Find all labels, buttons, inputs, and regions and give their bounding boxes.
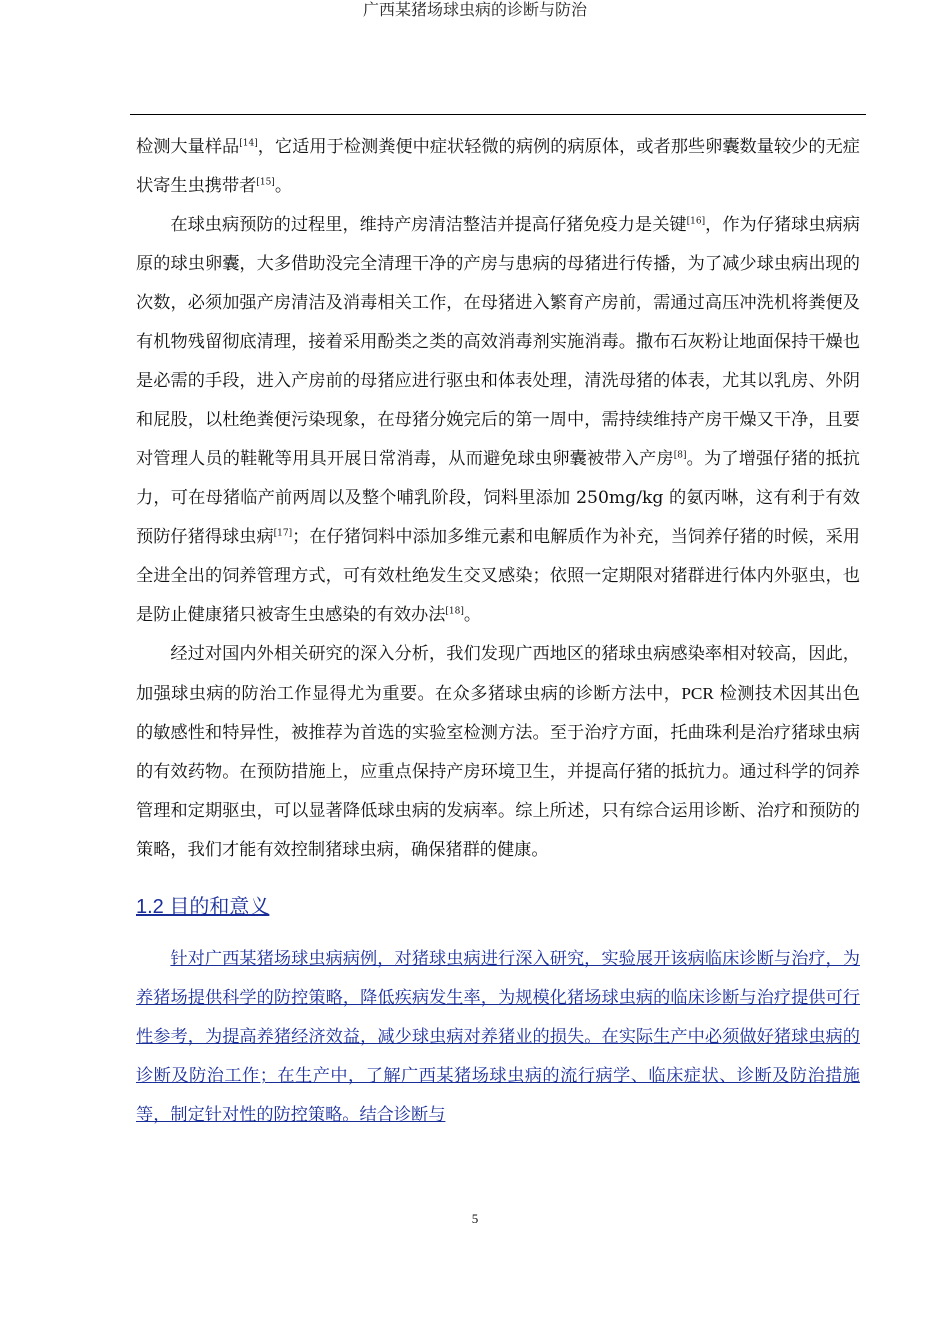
citation-16: [16] xyxy=(686,216,706,227)
citation-15: [15] xyxy=(256,177,275,188)
para3-pcr: PCR xyxy=(681,684,714,703)
paragraph-prevention xyxy=(136,206,860,635)
citation-14: [14] xyxy=(239,138,258,149)
section-link-text[interactable]: 针对广西某猪场球虫病病例，对猪球虫病进行深入研究，实验展开该病临床诊断与治疗，为养猪场提供科学的防控策略，降低疾病发生率，为规模化猪场球虫病的临床诊断与治疗提供可行性参考，为提高养猪经济效益，减少球虫病对养猪业的损失。在实际生产中必须做好猪球虫病的诊断及防治工作；在生产中，了解广西某猪场球虫病的流行病学、临床症状、诊断及防治措施等，制定针对性的防控策略。结合诊断与 xyxy=(136,949,860,1125)
para1-text-2: ，它适用于检测粪便中症状轻微的病例的病原体，或者那些卵囊数量较少的无症状寄生虫携带者 xyxy=(136,137,860,196)
page-header xyxy=(0,0,950,20)
para1-text-1: 检测大量样品 xyxy=(136,137,240,157)
para3-text-2: 检测技术因其出色的敏感性和特异性，被推荐为首选的实验室检测方法。至于治疗方面，托曲珠利是治疗猪球虫病的有效药物。在预防措施上，应重点保持产房环境卫生，并提高仔猪的抵抗力。通过科学的饲养管理和定期驱虫，可以显著降低球虫病的发病率。综上所述，只有综合运用诊断、治疗和预防的策略，我们才能有效控制猪球虫病，确保猪群的健康。 xyxy=(136,684,860,860)
citation-8: [8] xyxy=(673,450,687,461)
para3-text-1: 经过对国内外相关研究的深入分析，我们发现广西地区的猪球虫病感染率相对较高，因此，加强球虫病的防治工作显得尤为重要。在众多猪球虫病的诊断方法中， xyxy=(136,644,860,704)
paragraph-detection-samples xyxy=(136,128,860,206)
para2-text-2: ，作为仔猪球虫病病原的球虫卵囊，大多借助没完全清理干净的产房与患病的母猪进行传播，为了减少球虫病出现的次数，必须加强产房清洁及消毒相关工作，在母猪进入繁育产房前，需通过高压冲洗机将粪便及有机物残留彻底清理，接着采用酚类之类的高效消毒剂实施消毒。撒布石灰粉让地面保持干燥也是必需的手段，进入产房前的母猪应进行驱虫和体表处理，清洗母猪的体表，尤其以乳房、外阴和屁股，以杜绝粪便污染现象，在母猪分娩完后的第一周中，需持续维持产房干燥又干净，且要对管理人员的鞋靴等用具开展日常消毒，从而避免球虫卵囊被带入产房 xyxy=(136,215,860,469)
citation-17: [17] xyxy=(273,528,293,539)
para2-text-1: 在球虫病预防的过程里，维持产房清洁整洁并提高仔猪免疫力是关键 xyxy=(170,215,687,235)
para2-text-4: ；在仔猪饲料中添加多维元素和电解质作为补充，当饲养仔猪的时候，采用全进全出的饲养管理方式，可有效杜绝发生交叉感染；依照一定期限对猪群进行体内外驱虫，也是防止健康猪只被寄生虫感染的有效办法 xyxy=(136,527,860,625)
para2-text-3: 。为了增强仔猪的抵抗力，可在母猪临产前两周以及整个哺乳阶段，饲料里添加 250mg/kg 的氨丙啉，这有利于有效预防仔猪得球虫病 xyxy=(136,449,860,547)
section-heading[interactable]: 1.2 目的和意义 xyxy=(136,896,270,918)
document-body xyxy=(136,128,860,1135)
citation-18: [18] xyxy=(445,606,464,617)
header-title: 广西某猪场球虫病的诊断与防治 xyxy=(362,0,587,19)
paragraph-summary xyxy=(136,635,860,870)
para1-text-3: 。 xyxy=(274,176,293,196)
section-link-paragraph[interactable] xyxy=(136,940,860,1135)
para2-text-5: 。 xyxy=(463,605,482,625)
page-number: 5 xyxy=(471,1211,479,1226)
header-rule xyxy=(130,114,866,115)
